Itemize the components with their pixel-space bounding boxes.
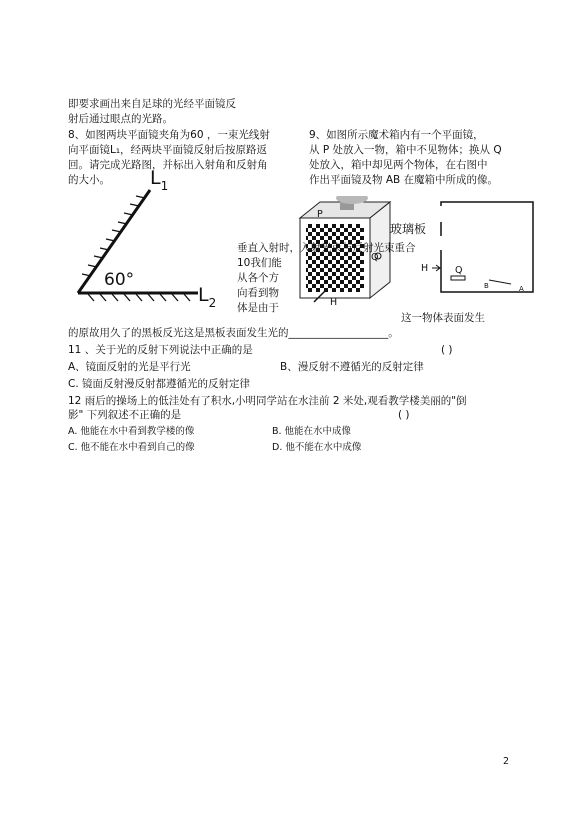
q10-line-2: 从各个方 bbox=[237, 272, 279, 284]
q12-line-2: 影" 下列叙述不正确的是 bbox=[68, 409, 182, 421]
mirror-l2-hatch bbox=[88, 294, 190, 301]
q9-line-1: 9、如图所示魔术箱内有一个平面镜， bbox=[309, 129, 484, 141]
q10-answer-blank: ___________________ bbox=[288, 327, 389, 339]
page-number: 2 bbox=[503, 756, 510, 767]
box-label-p: P bbox=[317, 209, 323, 220]
angle-60-label: 60° bbox=[104, 270, 135, 290]
q9-line-2: 从 P 处放入一物，箱中不见物体；换从 Q bbox=[309, 144, 502, 156]
q12-line-1: 12 雨后的操场上的低洼处有了积水,小明同学站在水洼前 2 米处,观看教学楼美丽的"倒 bbox=[68, 395, 467, 407]
box-label-h: H bbox=[330, 297, 338, 308]
intro-line-1: 即要求画出来自足球的光经平面镜反 bbox=[68, 98, 236, 110]
arrow-ab-icon bbox=[489, 280, 511, 284]
q9-line-3: 处放入，箱中却见两个物体，在右图中 bbox=[309, 159, 488, 171]
box-label-q: Q bbox=[371, 252, 379, 263]
mirror-l1-hatch bbox=[82, 196, 145, 276]
intro-line-2: 射后通过眼点的光路。 bbox=[68, 113, 173, 125]
q10-line-5: 的原故用久了的黑板反光这是黑板表面发生光的___________________。 bbox=[68, 327, 399, 339]
glass-plate-label: 玻璃板 bbox=[390, 222, 427, 236]
schematic-label-q: Q bbox=[455, 265, 463, 276]
q12-option-b: B. 他能在水中成像 bbox=[272, 426, 352, 437]
q8-line-2: 向平面镜L₁，经两块平面镜反射后按原路返 bbox=[68, 144, 268, 156]
q11-option-c: C. 镜面反射漫反射都遵循光的反射定律 bbox=[68, 378, 251, 390]
label-l2: $L_2$ bbox=[198, 284, 217, 310]
q11-answer-paren: ( ) bbox=[441, 344, 453, 356]
q8-line-1: 8、如图两块平面镜夹角为60 ，一束光线射 bbox=[68, 129, 270, 141]
schematic-label-a: A bbox=[519, 285, 524, 293]
q10-line-1: 10我们能 bbox=[237, 257, 282, 269]
q11-question: 11 、关于光的反射下列说法中正确的是 bbox=[68, 344, 253, 356]
q11-option-a: A、镜面反射的光是平行光 bbox=[68, 361, 191, 373]
q10-tail: 这一物体表面发生 bbox=[401, 312, 485, 324]
q11-option-b: B、漫反射不遵循光的反射定律 bbox=[280, 361, 424, 373]
q10-line-4: 体是由于 bbox=[237, 302, 279, 314]
schematic-label-b: B bbox=[484, 282, 489, 290]
q10-line-3: 向看到物 bbox=[237, 287, 279, 299]
q8-line-4: 的大小。 bbox=[68, 174, 110, 186]
checkered-interior bbox=[306, 224, 364, 292]
magic-box-picture bbox=[296, 196, 396, 314]
q10-overlap-text: 垂直入射时，入射光束与反射光束重合 bbox=[237, 242, 416, 254]
q12-option-a: A. 他能在水中看到教学楼的像 bbox=[68, 426, 195, 437]
q9-line-4: 作出平面镜及物 AB 在魔箱中所成的像。 bbox=[309, 174, 499, 186]
q8-line-3: 回。请完成光路图，并标出入射角和反射角 bbox=[68, 159, 268, 171]
q12-option-d: D. 他不能在水中成像 bbox=[272, 442, 362, 453]
label-l1: $L_1$ bbox=[150, 167, 169, 193]
q12-answer-paren: ( ) bbox=[398, 409, 410, 421]
schematic-label-h: H bbox=[421, 263, 429, 274]
q12-option-c: C. 他不能在水中看到自己的像 bbox=[68, 442, 195, 453]
